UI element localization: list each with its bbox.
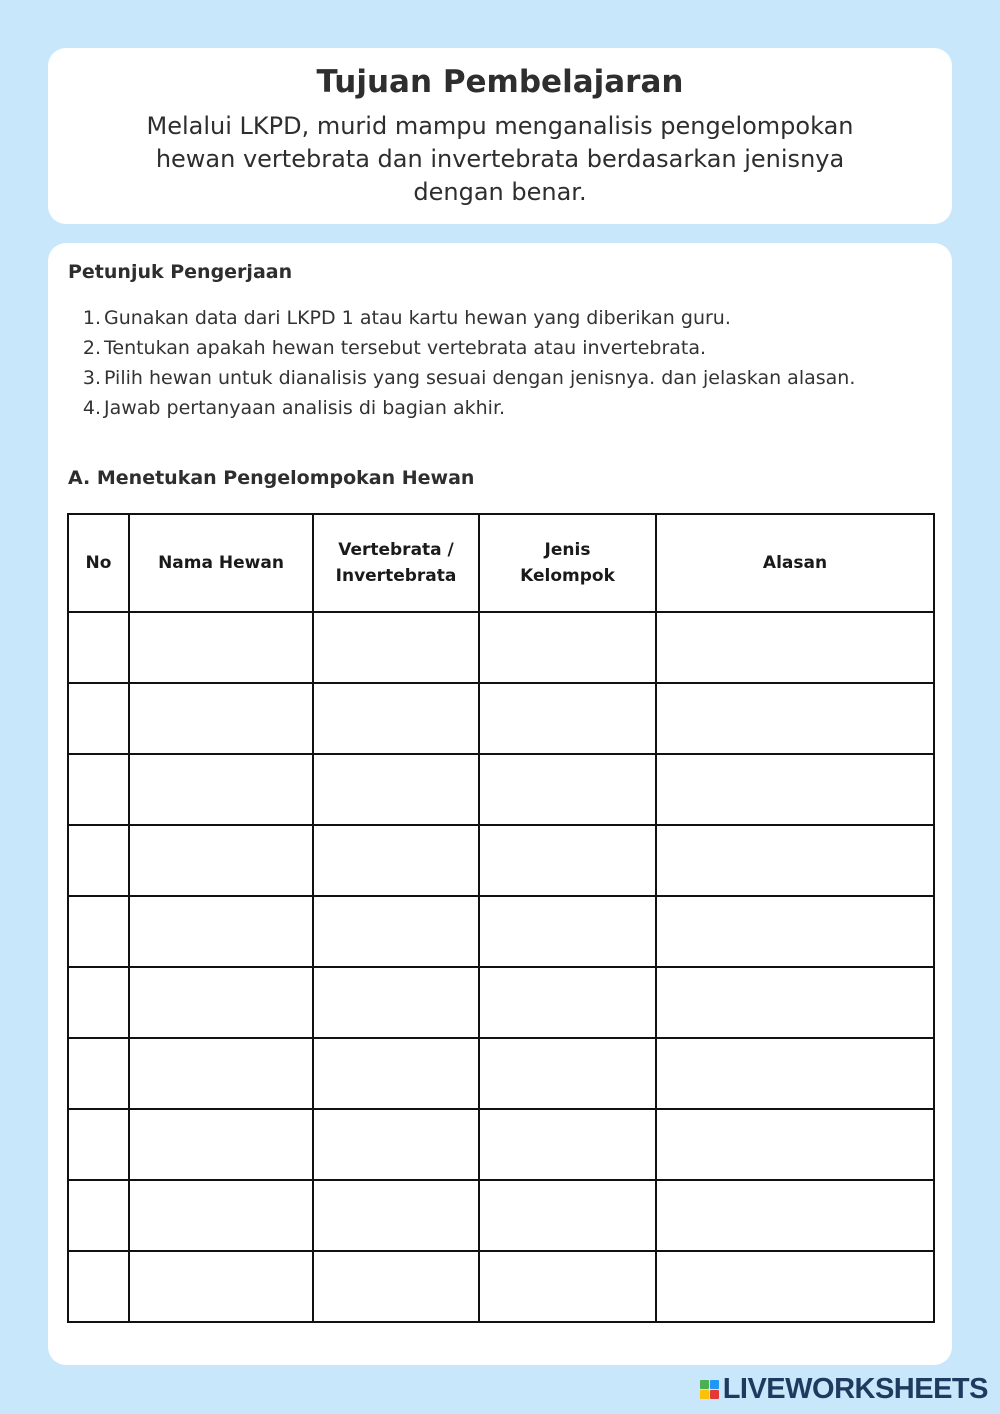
instructions-list	[68, 303, 908, 423]
cell-vertebrate-type[interactable]	[313, 1109, 479, 1180]
table-header-row	[68, 514, 934, 612]
table-row	[68, 1251, 934, 1322]
cell-vertebrate-type[interactable]	[313, 1251, 479, 1322]
cell-reason[interactable]	[656, 1038, 934, 1109]
objective-text	[88, 110, 912, 209]
cell-vertebrate-type[interactable]	[313, 683, 479, 754]
table-row	[68, 612, 934, 683]
objective-title: Tujuan Pembelajaran	[316, 64, 684, 100]
cell-vertebrate-type[interactable]	[313, 754, 479, 825]
cell-no[interactable]	[68, 1109, 129, 1180]
cell-group-type[interactable]	[479, 967, 656, 1038]
table-body	[68, 612, 934, 1322]
table-row	[68, 683, 934, 754]
cell-animal-name[interactable]	[129, 896, 313, 967]
step-number: 3.	[82, 367, 101, 389]
cell-no[interactable]	[68, 683, 129, 754]
cell-group-type[interactable]	[479, 825, 656, 896]
step-number: 2.	[82, 337, 101, 359]
logo-square	[700, 1380, 709, 1389]
instructions-heading: Petunjuk Pengerjaan	[68, 261, 293, 283]
cell-animal-name[interactable]	[129, 1251, 313, 1322]
instruction-step	[68, 333, 908, 363]
animal-grouping-table	[67, 513, 935, 1323]
cell-reason[interactable]	[656, 825, 934, 896]
step-text: Tentukan apakah hewan tersebut vertebrata atau invertebrata.	[104, 337, 707, 359]
instruction-step	[68, 363, 908, 393]
header-vertebrate-type-line-1: Vertebrata /	[338, 540, 454, 560]
cell-vertebrate-type[interactable]	[313, 896, 479, 967]
cell-no[interactable]	[68, 967, 129, 1038]
step-text: Jawab pertanyaan analisis di bagian akhir.	[104, 397, 506, 419]
step-number: 4.	[82, 397, 101, 419]
objective-line-1: Melalui LKPD, murid mampu menganalisis pengelompokan	[146, 112, 854, 140]
learning-objective-card	[48, 48, 952, 224]
cell-no[interactable]	[68, 1038, 129, 1109]
table-row	[68, 1180, 934, 1251]
liveworksheets-logo-icon	[700, 1380, 719, 1399]
table-row	[68, 1109, 934, 1180]
step-text: Gunakan data dari LKPD 1 atau kartu hewan yang diberikan guru.	[104, 307, 731, 329]
cell-no[interactable]	[68, 1180, 129, 1251]
cell-group-type[interactable]	[479, 1109, 656, 1180]
header-no: No	[68, 514, 129, 612]
cell-reason[interactable]	[656, 754, 934, 825]
cell-group-type[interactable]	[479, 754, 656, 825]
cell-reason[interactable]	[656, 683, 934, 754]
cell-vertebrate-type[interactable]	[313, 612, 479, 683]
cell-animal-name[interactable]	[129, 683, 313, 754]
step-number: 1.	[82, 307, 101, 329]
header-group-type-line-1: Jenis	[544, 540, 591, 560]
table-row	[68, 896, 934, 967]
cell-no[interactable]	[68, 612, 129, 683]
cell-group-type[interactable]	[479, 612, 656, 683]
cell-reason[interactable]	[656, 612, 934, 683]
objective-line-2: hewan vertebrata dan invertebrata berdasarkan jenisnya	[155, 145, 845, 173]
cell-reason[interactable]	[656, 1109, 934, 1180]
cell-no[interactable]	[68, 825, 129, 896]
cell-group-type[interactable]	[479, 896, 656, 967]
header-animal-name: Nama Hewan	[129, 514, 313, 612]
cell-animal-name[interactable]	[129, 967, 313, 1038]
logo-square	[710, 1390, 719, 1399]
cell-vertebrate-type[interactable]	[313, 967, 479, 1038]
cell-group-type[interactable]	[479, 1251, 656, 1322]
table-row	[68, 825, 934, 896]
cell-animal-name[interactable]	[129, 1109, 313, 1180]
cell-no[interactable]	[68, 896, 129, 967]
cell-animal-name[interactable]	[129, 825, 313, 896]
table-row	[68, 1038, 934, 1109]
liveworksheets-watermark	[700, 1373, 988, 1406]
cell-animal-name[interactable]	[129, 612, 313, 683]
instruction-step	[68, 393, 908, 423]
header-group-type-line-2: Kelompok	[520, 566, 615, 586]
cell-vertebrate-type[interactable]	[313, 1038, 479, 1109]
cell-reason[interactable]	[656, 1180, 934, 1251]
worksheet-card	[48, 243, 952, 1365]
cell-reason[interactable]	[656, 967, 934, 1038]
cell-group-type[interactable]	[479, 1180, 656, 1251]
instruction-step	[68, 303, 908, 333]
section-a-heading: A. Menetukan Pengelompokan Hewan	[68, 467, 475, 489]
table-row	[68, 967, 934, 1038]
header-group-type	[479, 514, 656, 612]
cell-no[interactable]	[68, 754, 129, 825]
cell-animal-name[interactable]	[129, 1038, 313, 1109]
header-vertebrate-type	[313, 514, 479, 612]
cell-group-type[interactable]	[479, 683, 656, 754]
objective-line-3: dengan benar.	[413, 178, 587, 206]
logo-square	[700, 1390, 709, 1399]
cell-vertebrate-type[interactable]	[313, 825, 479, 896]
cell-reason[interactable]	[656, 1251, 934, 1322]
step-text: Pilih hewan untuk dianalisis yang sesuai dengan jenisnya. dan jelaskan alasan.	[104, 367, 856, 389]
logo-square	[710, 1380, 719, 1389]
header-vertebrate-type-line-2: Invertebrata	[335, 566, 457, 586]
cell-group-type[interactable]	[479, 1038, 656, 1109]
table-row	[68, 754, 934, 825]
cell-vertebrate-type[interactable]	[313, 1180, 479, 1251]
cell-animal-name[interactable]	[129, 1180, 313, 1251]
cell-reason[interactable]	[656, 896, 934, 967]
header-reason: Alasan	[656, 514, 934, 612]
cell-no[interactable]	[68, 1251, 129, 1322]
liveworksheets-logo-text: LIVEWORKSHEETS	[722, 1373, 988, 1405]
cell-animal-name[interactable]	[129, 754, 313, 825]
